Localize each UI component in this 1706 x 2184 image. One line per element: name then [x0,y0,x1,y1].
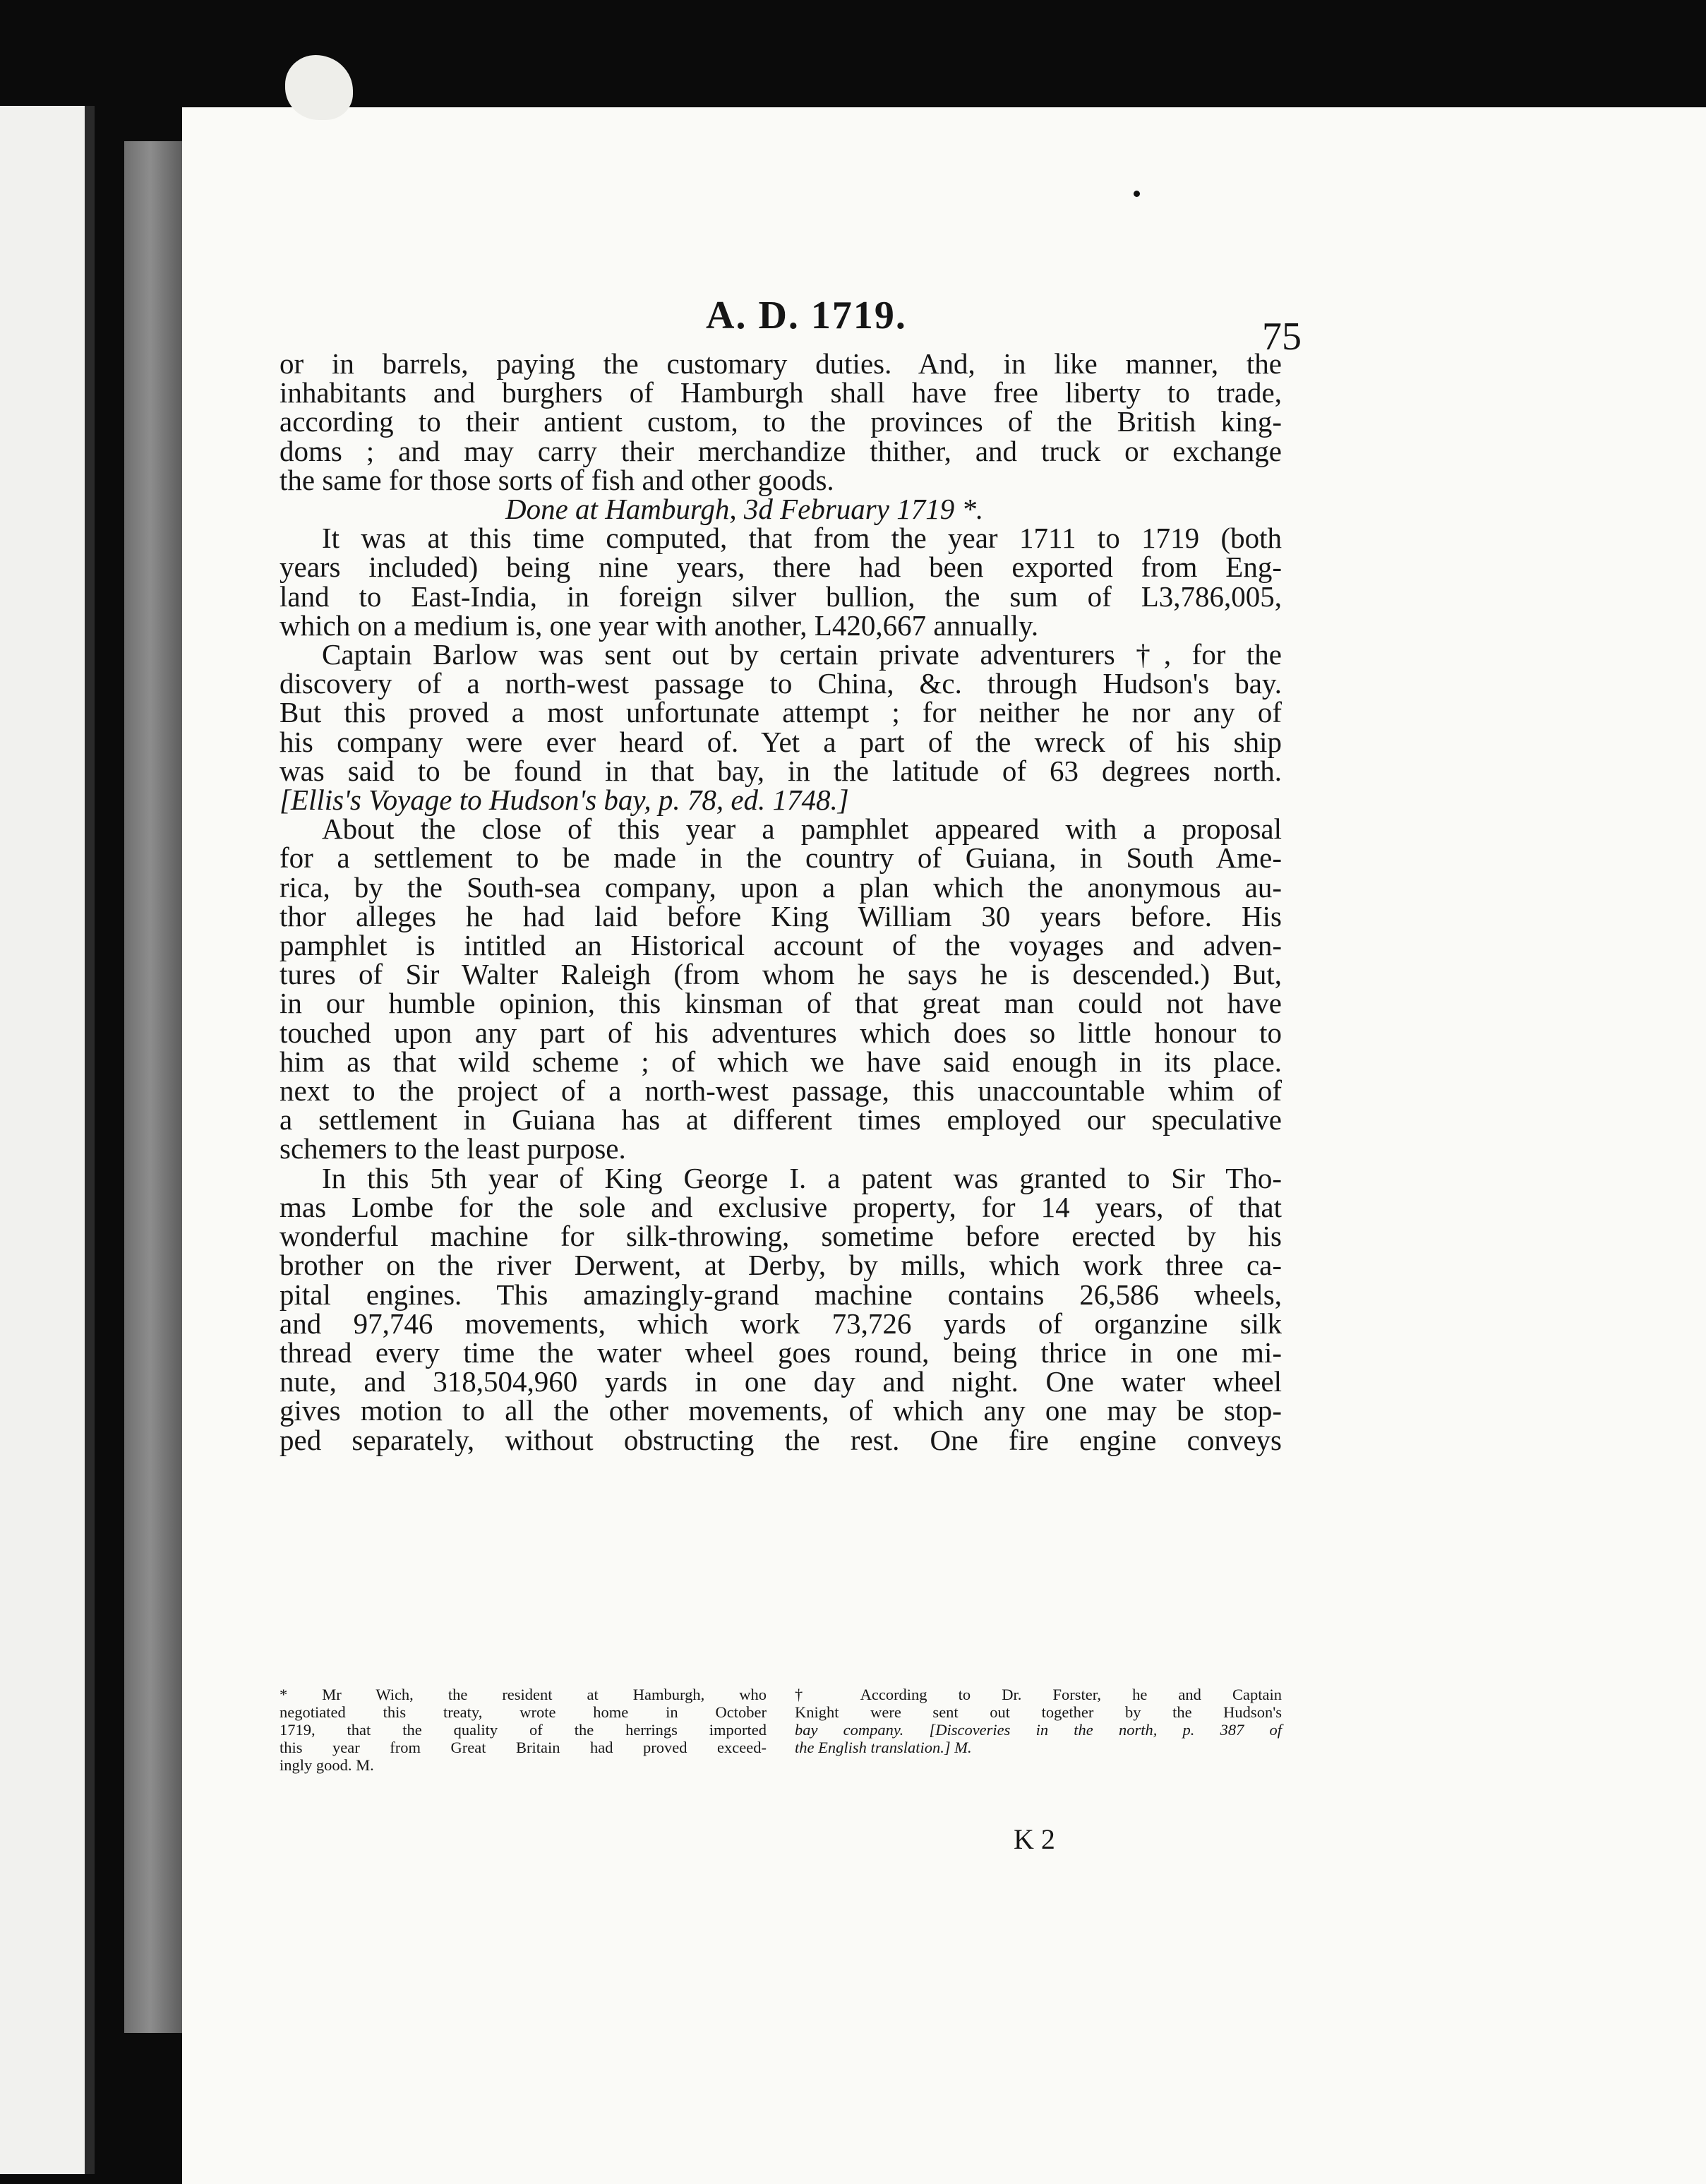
text-line: Captain Barlow was sent out by certain private adventurers †, for the [322,638,1282,671]
text-line: doms ; and may carry their merchandize thither, and truck or exchange [280,434,1282,467]
paragraph-lombe [280,1161,1282,1456]
text-line: nute, and 318,504,960 yards in one day and night. One water wheel [280,1365,1282,1398]
text-line: his company were ever heard of. Yet a part of the wreck of his ship [280,725,1282,758]
gutter-shadow [85,106,95,2174]
facing-page-edge [0,106,90,2174]
text-line: land to East-India, in foreign silver bullion, the sum of L3,786,005, [280,580,1282,613]
text-line: was said to be found in that bay, in the latitude of 63 degrees north. [280,754,1282,787]
text-line: brother on the river Derwent, at Derby, by mills, which work three ca- [280,1249,1282,1282]
text-line: years included) being nine years, there had been exported from Eng- [280,551,1282,584]
paragraph-guiana [280,812,1282,1165]
footnote-line: this year from Great Britain had proved exceed- [280,1739,767,1756]
text-line: schemers to the least purpose. [280,1132,626,1165]
text-line: inhabitants and burghers of Hamburgh shall have free liberty to trade, [280,376,1282,409]
footnote-wich [280,1686,767,1774]
text-line: rica, by the South-sea company, upon a plan which the anonymous au- [280,870,1282,904]
signature-mark: K 2 [1014,1823,1055,1855]
ink-speck [1134,191,1140,197]
text-line: next to the project of a north-west passage, this unaccountable whim of [280,1074,1282,1108]
text-line: ped separately, without obstructing the rest. One fire engine conveys [280,1423,1282,1456]
text-line: wonderful machine for silk-throwing, sometime before erected by his [280,1220,1282,1253]
dateline: Done at Hamburgh, 3d February 1719 *. [505,493,984,526]
text-line: in our humble opinion, this kinsman of that great man could not have [280,987,1282,1020]
footnote-line: Knight were sent out together by the Hudson's [795,1703,1282,1721]
footnote-line: ingly good. M. [280,1756,374,1774]
text-line: discovery of a north-west passage to China, &c. through Hudson's bay. [280,667,1282,700]
page-number: 75 [1262,315,1302,359]
text-line: or in barrels, paying the customary duties. And, in like manner, the [280,347,1282,380]
text-line: gives motion to all the other movements, of which any one may be stop- [280,1394,1282,1427]
paragraph-treaty-end [280,349,1282,495]
footnote-line: bay company. [Discoveries in the north, p. 387 of [795,1721,1282,1739]
text-line: thread every time the water wheel goes round, being thrice in one mi- [280,1336,1282,1369]
footnote-line: negotiated this treaty, wrote home in October [280,1703,767,1721]
footnote-line: 1719, that the quality of the herrings imported [280,1721,767,1739]
footnote-line: † According to Dr. Forster, he and Captain [795,1686,1282,1703]
text-line: thor alleges he had laid before King William 30 years before. His [280,899,1282,932]
text-line: him as that wild scheme ; of which we have said enough in its place. [280,1045,1282,1078]
book-spine [124,141,182,2033]
text-line: for a settlement to be made in the country of Guiana, in South Ame- [280,841,1282,875]
paper-tab [285,55,353,120]
paragraph-barlow [280,640,1282,815]
text-line: In this 5th year of King George I. a patent was granted to Sir Tho- [322,1161,1282,1194]
text-line: and 97,746 movements, which work 73,726 yards of organzine silk [280,1307,1282,1340]
text-line: the same for those sorts of fish and other goods. [280,463,834,496]
footnote-line: * Mr Wich, the resident at Hamburgh, who [280,1686,767,1703]
footnote-line: the English translation.] M. [795,1739,972,1756]
text-line: pamphlet is intitled an Historical account of the voyages and adven- [280,929,1282,962]
text-line: tures of Sir Walter Raleigh (from whom he says he is descended.) But, [280,958,1282,991]
running-head: A. D. 1719. [706,294,907,337]
body-text [280,349,1282,1455]
citation-line: [Ellis's Voyage to Hudson's bay, p. 78, ed. 1748.] [280,784,849,817]
text-line: which on a medium is, one year with another, L420,667 annually. [280,608,1039,642]
footnotes [280,1686,1282,1774]
text-line: mas Lombe for the sole and exclusive property, for 14 years, of that [280,1190,1282,1223]
text-line: according to their antient custom, to the provinces of the British king- [280,405,1282,438]
footnote-forster [795,1686,1282,1774]
text-line: It was at this time computed, that from the year 1711 to 1719 (both [322,522,1282,555]
text-line: a settlement in Guiana has at different times employed our speculative [280,1103,1282,1136]
text-line: But this proved a most unfortunate attempt ; for neither he nor any of [280,696,1282,729]
text-line: touched upon any part of his adventures which does so little honour to [280,1016,1282,1049]
paragraph-bullion [280,524,1282,640]
text-line: pital engines. This amazingly-grand machine contains 26,586 wheels, [280,1278,1282,1311]
text-line: About the close of this year a pamphlet appeared with a proposal [322,812,1282,846]
